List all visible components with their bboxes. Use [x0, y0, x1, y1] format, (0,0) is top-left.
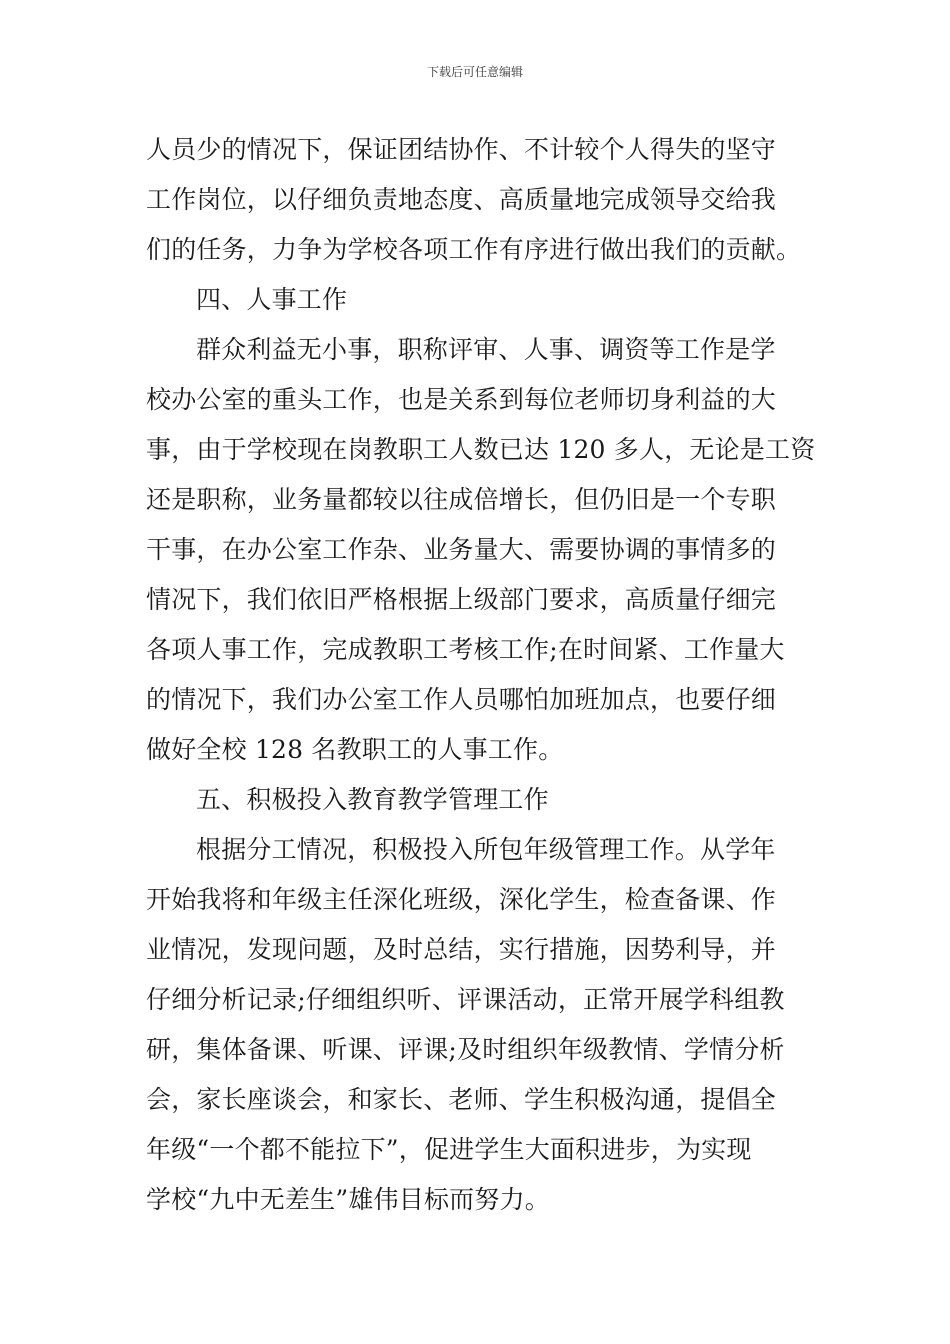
- text-line: 各项人事工作，完成教职工考核工作;在时间紧、工作量大: [146, 635, 785, 664]
- text-line: 干事，在办公室工作杂、业务量大、需要协调的事情多的: [146, 535, 777, 564]
- text-line: 还是职称，业务量都较以往成倍增长，但仍旧是一个专职: [146, 485, 777, 514]
- text-line: 的情况下，我们办公室工作人员哪怕加班加点，也要仔细: [146, 685, 777, 714]
- text-line: 研，集体备课、听课、评课;及时组织年级教情、学情分析: [146, 1035, 785, 1064]
- text-line: 们的任务，力争为学校各项工作有序进行做出我们的贡献。: [146, 235, 802, 264]
- text-line: 业情况，发现问题，及时总结，实行措施，因势利导，并: [146, 935, 777, 964]
- text-line: 群众利益无小事，职称评审、人事、调资等工作是学: [196, 335, 776, 364]
- text-line: 学校“九中无差生”雄伟目标而努力。: [146, 1185, 550, 1214]
- section-heading: 五、积极投入教育教学管理工作: [196, 785, 549, 814]
- section-heading: 四、人事工作: [196, 285, 348, 314]
- text-line: 仔细分析记录;仔细组织听、评课活动，正常开展学科组教: [146, 985, 785, 1014]
- text-line: 校办公室的重头工作，也是关系到每位老师切身利益的大: [146, 385, 777, 414]
- text-line: 事，由于学校现在岗教职工人数已达 120 多人，无论是工资: [146, 435, 816, 464]
- text-line: 根据分工情况，积极投入所包年级管理工作。从学年: [196, 835, 776, 864]
- text-line: 情况下，我们依旧严格根据上级部门要求，高质量仔细完: [146, 585, 777, 614]
- text-line: 年级“一个都不能拉下”，促进学生大面积进步，为实现: [146, 1135, 752, 1164]
- text-line: 会，家长座谈会，和家长、老师、学生积极沟通，提倡全: [146, 1085, 777, 1114]
- text-line: 开始我将和年级主任深化班级，深化学生，检查备课、作: [146, 885, 777, 914]
- page-header: 下载后可任意编辑: [426, 65, 523, 79]
- text-line: 人员少的情况下，保证团结协作、不计较个人得失的坚守: [146, 135, 777, 164]
- text-line: 工作岗位，以仔细负责地态度、高质量地完成领导交给我: [146, 185, 777, 214]
- text-line: 做好全校 128 名教职工的人事工作。: [146, 735, 564, 764]
